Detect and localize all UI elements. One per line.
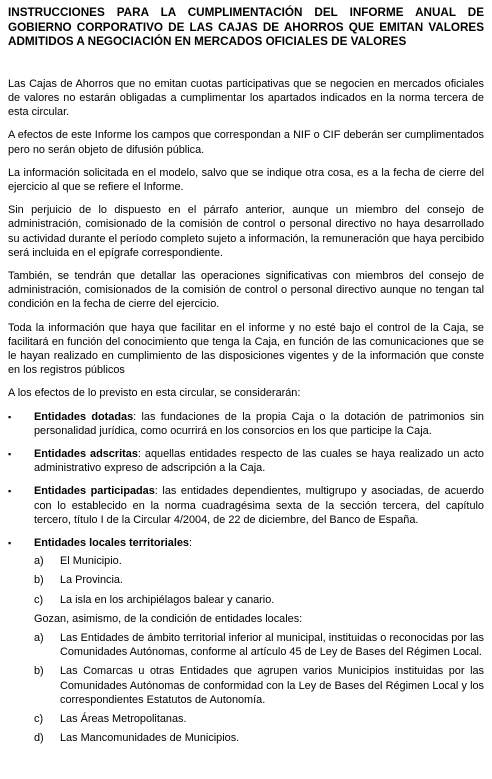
bullet-item-dotadas	[8, 410, 484, 438]
paragraph-6: Toda la información que haya que facilitar en el informe y no esté bajo el control de la Caja, se facilitará en función del conocimiento que tenga la Caja, en función de las comunicaciones que se le hayan realizado en cumplimiento de las disposiciones vigentes y de la información que conste en los registros públicos	[8, 321, 484, 377]
term-label: Entidades adscritas	[34, 448, 138, 461]
term-label: Entidades participadas	[34, 485, 155, 498]
paragraph-4: Sin perjuicio de lo dispuesto en el párrafo anterior, aunque un miembro del consejo de administración, comisionado de la comisión de control o personal directivo no haya desarrollado su actividad durante el período completo sujeto a información, la remuneración que haya percibido será incluida en el epígrafe correspondiente.	[8, 204, 484, 259]
list-item: b) Las Comarcas u otras Entidades que agrupen varios Municipios instituidas por las Comunidades Autónomas de conformidad con la Ley de Bases del Régimen Local y los correspondientes Estatutos de Autonomía.	[34, 665, 484, 706]
term-label: Entidades locales territoriales	[34, 537, 189, 550]
list-item: d) Las Mancomunidades de Municipios.	[34, 732, 240, 745]
square-bullet-icon: ▪	[8, 486, 12, 497]
bullet-item-adscritas	[8, 447, 484, 475]
term-definition: : aquellas entidades respecto de las cuales se haya realizado un acto administrativo expreso de adscripción a la Caja.	[34, 448, 484, 475]
list-item: b) La Provincia.	[34, 574, 123, 587]
bullet-item-locales	[8, 536, 484, 550]
paragraph-5: También, se tendrán que detallar las operaciones significativas con miembros del consejo de administración, comisionados de la comisión de control o personal directivo aunque no tengan tal condición en la fecha de cierre del ejercicio.	[8, 270, 484, 311]
term-definition: : las entidades dependientes, multigrupo y asociadas, de acuerdo con lo establecido en la norma cuadragésima sexta de la sección tercera, del capítulo tercero, título I de la Circular 4/2004, de 22 de diciembre, del Banco de España.	[34, 485, 484, 526]
term-definition: :	[188, 537, 192, 550]
document-title: INSTRUCCIONES PARA LA CUMPLIMENTACIÓN DEL INFORME ANUAL DE GOBIERNO CORPORATIVO DE LAS CAJAS DE AHORROS QUE EMITAN VALORES ADMITIDOS A NEGOCIACIÓN EN MERCADOS OFICIALES DE VALORES	[8, 6, 484, 49]
list-item: c) Las Áreas Metropolitanas.	[34, 713, 187, 726]
paragraph-1: Las Cajas de Ahorros que no emitan cuotas participativas que se negocien en mercados oficiales de valores no estarán obligadas a cumplimentar los apartados indicados en la norma tercera de esta circular.	[8, 77, 484, 119]
square-bullet-icon: ▪	[8, 538, 12, 549]
paragraph-7: A los efectos de lo previsto en esta circular, se considerarán:	[8, 387, 301, 400]
paragraph-2: A efectos de este Informe los campos que correspondan a NIF o CIF deberán ser cumplimentados pero no serán objeto de difusión pública.	[8, 129, 484, 156]
square-bullet-icon: ▪	[8, 411, 12, 422]
gozan-intro: Gozan, asimismo, de la condición de entidades locales:	[34, 612, 303, 625]
bullet-item-participadas	[8, 484, 484, 527]
territorial-list	[8, 554, 484, 745]
list-item: a) El Municipio.	[34, 555, 122, 568]
square-bullet-icon: ▪	[8, 449, 12, 460]
term-definition: : las fundaciones de la propia Caja o la dotación de patrimonios sin personalidad jurídica, como ocurrirá en los consorcios en los que participe la Caja.	[34, 410, 484, 437]
list-item: c) La isla en los archipiélagos balear y canario.	[34, 593, 275, 606]
term-label: Entidades dotadas	[34, 410, 134, 423]
paragraph-3: La información solicitada en el modelo, salvo que se indique otra cosa, es a la fecha de cierre del ejercicio al que se refiere el Informe.	[8, 166, 484, 193]
list-item: a) Las Entidades de ámbito territorial inferior al municipal, instituidas o reconocidas por las Comunidades Autónomas, conforme al artículo 45 de Ley de Bases del Régimen Local.	[34, 632, 484, 659]
